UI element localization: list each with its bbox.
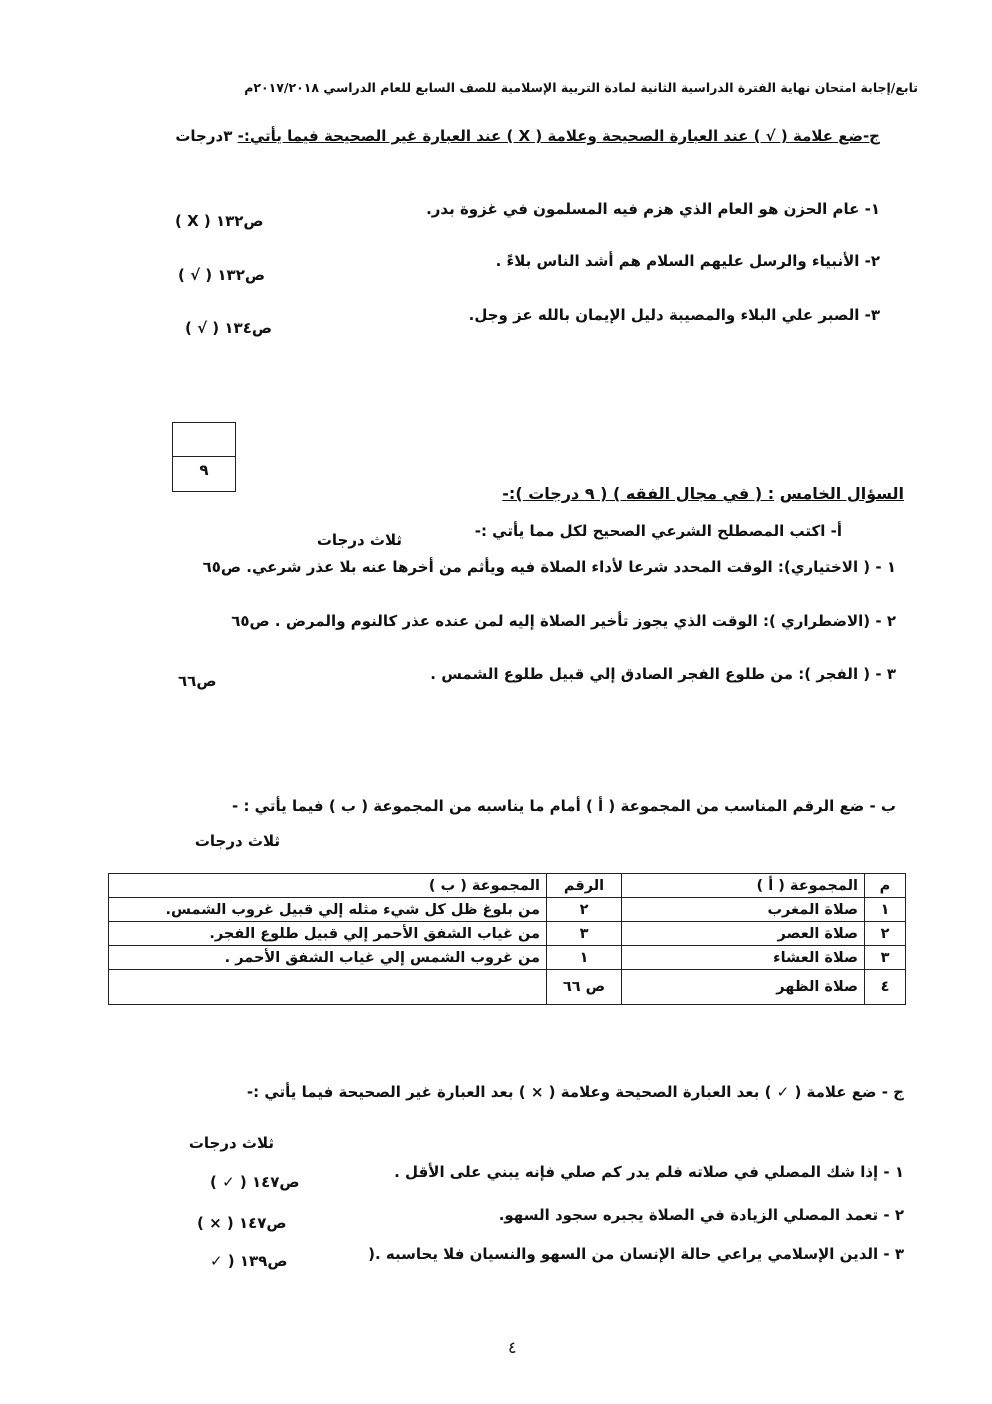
j1-item-1: ١- عام الحزن هو العام الذي هزم فيه المسلمون في غزوة بدر. (426, 200, 880, 218)
header-group-b: المجموعة ( ب ) (109, 874, 547, 898)
page-header: تابع/إجابة امتحان نهاية الفترة الدراسية الثانية لمادة التربية الإسلامية للصف السابع للعام الدراسي ٢٠١٧/٢٠١٨م (244, 80, 918, 95)
section-a-title: أ- اكتب المصطلح الشرعي الصحيح لكل مما يأتي :- (474, 522, 842, 540)
j2-answer-1: ( ✓ ) ص١٤٧ (210, 1173, 300, 1191)
j1-item-2: ٢- الأنبياء والرسل عليهم السلام هم أشد الناس بلاءً . (495, 252, 880, 270)
header-number: الرقم (547, 874, 622, 898)
question-5-heading (502, 484, 904, 503)
header-m: م (865, 874, 906, 898)
cell-number: ٣ (547, 922, 622, 946)
table-header-row (109, 874, 906, 898)
question-5-title: السؤال الخامس (779, 484, 904, 503)
score-value: ٩ (199, 461, 209, 479)
cell-m: ٤ (865, 970, 906, 1005)
section-j2-title: ج - ضع علامة ( ✓ ) بعد العبارة الصحيحة وعلامة ( × ) بعد العبارة غير الصحيحة فيما يأتي :- (246, 1083, 904, 1101)
table-row (109, 898, 906, 922)
cell-group-b: من بلوغ ظل كل شيء مثله إلي قبيل غروب الشمس. (109, 898, 547, 922)
a-item-3-page: ص٦٦ (178, 672, 217, 690)
section-b-marks: ثلاث درجات (194, 832, 280, 850)
a-item-2: ٢ - (الاضطراري ): الوقت الذي يجوز تأخير الصلاة إليه لمن عنده عذر كالنوم والمرض . ص٦٥ (231, 612, 896, 630)
a-item-3: ٣ - ( الفجر ): من طلوع الفجر الصادق إلي قبيل طلوع الشمس . (430, 665, 896, 683)
matching-table (108, 873, 906, 1005)
cell-number: ١ (547, 946, 622, 970)
question-5-subtitle: : ( في مجال الفقه ) ( ٩ درجات ):- (502, 484, 775, 503)
j1-answer-3: ( √ ) ص١٣٤ (185, 319, 273, 337)
cell-group-b: من غروب الشمس إلي غياب الشفق الأحمر . (109, 946, 547, 970)
table-row (109, 946, 906, 970)
cell-group-a: صلاة الظهر (622, 970, 865, 1005)
section-j2-marks: ثلاث درجات (188, 1134, 274, 1152)
table-row (109, 970, 906, 1005)
section-j1-marks: ٣درجات (175, 127, 233, 145)
j2-item-3: ٣ - الدين الإسلامي يراعي حالة الإنسان من السهو والنسيان فلا يحاسبه .( (368, 1245, 904, 1263)
section-a-marks: ثلاث درجات (316, 531, 402, 549)
j2-item-1: ١ - إذا شك المصلي في صلاته فلم يدر كم صلي فإنه يبني على الأقل . (394, 1163, 904, 1181)
cell-group-a: صلاة العشاء (622, 946, 865, 970)
a-item-1: ١ - ( الاختياري): الوقت المحدد شرعا لأداء الصلاة فيه ويأثم من أخرها عنه بلا عذر شرعي. ص٦٥ (202, 558, 896, 576)
section-j1-instruction: ج-ضع علامة ( √ ) عند العبارة الصحيحة وعلامة ( X ) عند العبارة غير الصحيحة فيما يأتي:- (237, 127, 880, 145)
cell-group-a: صلاة العصر (622, 922, 865, 946)
cell-group-a: صلاة المغرب (622, 898, 865, 922)
j2-answer-3: ✓ ) ص١٣٩ (210, 1252, 288, 1270)
cell-m: ٢ (865, 922, 906, 946)
cell-m: ٣ (865, 946, 906, 970)
section-b-title: ب - ضع الرقم المناسب من المجموعة ( أ ) أمام ما يناسبه من المجموعة ( ب ) فيما يأتي : - (232, 797, 896, 815)
cell-m: ١ (865, 898, 906, 922)
page-number: ٤ (508, 1338, 517, 1357)
j1-item-3: ٣- الصبر علي البلاء والمصيبة دليل الإيمان بالله عز وجل. (468, 306, 880, 324)
cell-number: ٢ (547, 898, 622, 922)
cell-number: ص ٦٦ (547, 970, 622, 1005)
section-j1-title (175, 127, 880, 145)
j1-answer-1: ( X ) ص١٣٢ (175, 212, 264, 230)
cell-group-b (109, 970, 547, 1005)
cell-group-b: من غياب الشفق الأحمر إلي قبيل طلوع الفجر. (109, 922, 547, 946)
j2-answer-2: ( × ) ص١٤٧ (197, 1214, 287, 1232)
header-group-a: المجموعة ( أ ) (622, 874, 865, 898)
score-box (172, 422, 236, 492)
j2-item-2: ٢ - تعمد المصلي الزيادة في الصلاة يجبره سجود السهو. (498, 1206, 904, 1224)
table-row (109, 922, 906, 946)
j1-answer-2: ( √ ) ص١٣٢ (178, 266, 266, 284)
